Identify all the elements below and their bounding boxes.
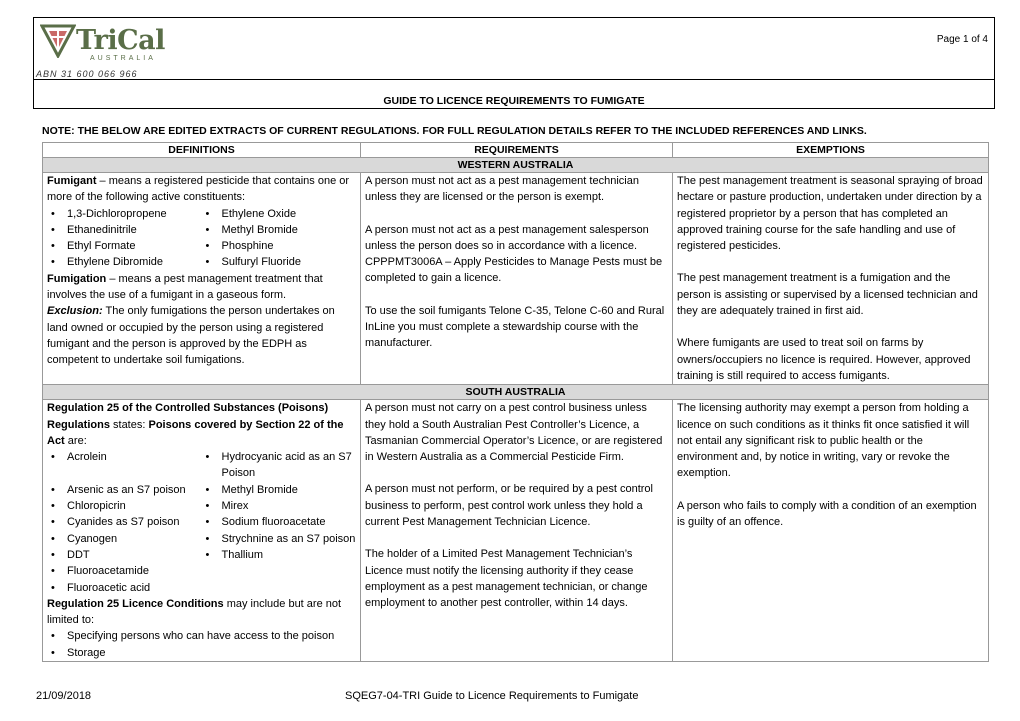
abn-number: ABN 31 600 066 966 <box>36 69 138 79</box>
list-spacer <box>202 563 357 579</box>
sa-requirement-3: The holder of a Limited Pest Management Technician’s Licence must notify the licensing authority if they cease employment as a pest management technician, or change employment to another pest controller, within 14 days. <box>365 548 648 610</box>
list-item: • Mirex <box>202 498 357 514</box>
list-item: • Cyanogen <box>47 531 202 547</box>
wa-requirement-2: A person must not act as a pest management salesperson unless the person does so in accordance with a licence. CPPPMT3006A – Apply Pesticides to Manage Pests must be completed to gain a licence. <box>365 223 663 285</box>
list-item: • Fluoroacetamide <box>47 563 202 579</box>
list-item: • Arsenic as an S7 poison <box>47 482 202 498</box>
sa-definitions-cell <box>43 400 361 662</box>
list-item: • 1,3-Dichloropropene <box>47 206 202 222</box>
footer-document-ref: SQEG7-04-TRI Guide to Licence Requirements to Fumigate <box>345 690 639 702</box>
list-item: • Chloropicrin <box>47 498 202 514</box>
list-item: • Ethylene Dibromide <box>47 254 202 270</box>
def-fumigation: – means a pest management treatment that involves the use of a fumigant in a gaseous form. <box>47 272 323 302</box>
table-row-sa <box>43 400 989 662</box>
list-item: • Methyl Bromide <box>202 482 357 498</box>
term-exclusion: Exclusion: <box>47 305 103 318</box>
list-item: • Specifying persons who can have access to the poison <box>47 628 356 644</box>
sa-exemptions-cell <box>673 400 989 662</box>
sa-exemption-1: The licensing authority may exempt a person from holding a licence on such conditions as it thinks fit once satisfied it will not entail any significant risk to public health or the environment and, by notice in writing, vary or revoke the exemption. <box>677 402 970 480</box>
trical-logo <box>40 22 165 62</box>
reg-25-title: Regulation 25 of the Controlled Substances (Poisons) Regulations <box>47 402 329 431</box>
column-header-requirements: REQUIREMENTS <box>361 143 673 158</box>
list-item: • Methyl Bromide <box>202 222 357 238</box>
wa-requirements-cell <box>361 173 673 385</box>
header-box <box>33 17 995 80</box>
list-item: • Ethyl Formate <box>47 238 202 254</box>
def-exclusion: The only fumigations the person undertakes on land owned or occupied by the person using a registered fumigant and the person is approved by the EDPH as competent to undertake soil fumigations. <box>47 305 335 367</box>
wa-exemptions-cell <box>673 173 989 385</box>
reg-25-states: states: <box>109 418 149 431</box>
list-item: • Sodium fluoroacetate <box>202 514 357 530</box>
sa-requirements-cell <box>361 400 673 662</box>
term-fumigation: Fumigation <box>47 272 107 285</box>
footer-date: 21/09/2018 <box>36 690 92 702</box>
licence-conditions-text: may include but are not limited to: <box>47 597 342 627</box>
wa-requirement-1: A person must not act as a pest management technician unless they are licensed or the person is exempt. <box>365 175 639 204</box>
section-heading-sa: SOUTH AUSTRALIA <box>43 385 989 400</box>
wa-exemption-1: The pest management treatment is seasonal spraying of broad hectare or pasture production, undertaken under direction by a registered proprietor by a person that has completed an approved training course for the safe handling and use of registered pesticides. <box>677 175 983 253</box>
logo-wordmark: TriCal <box>76 25 165 56</box>
logo-subtitle: AUSTRALIA <box>90 55 156 62</box>
sa-requirement-2: A person must not perform, or be required by a pest control business to perform, pest control work unless they hold a current Pest Management Technician Licence. <box>365 483 653 529</box>
list-item: • DDT <box>47 547 202 563</box>
def-fumigant: – means a registered pesticide that contains one or more of the following active constituents: <box>47 175 350 204</box>
section-row-south-australia <box>43 385 989 400</box>
sa-requirement-1: A person must not carry on a pest control business unless they hold a South Australian Pest Controller’s Licence, a Tasmanian Commercial Operator’s Licence, or are registered in Western Australia as a Commercial Pesticide Firm. <box>365 402 663 464</box>
wa-definitions-cell <box>43 173 361 385</box>
list-item: • Thallium <box>202 547 357 563</box>
list-item: • Acrolein <box>47 449 202 482</box>
wa-exemption-3: Where fumigants are used to treat soil on farms by owners/occupiers no licence is required. However, approved training is still required to access fumigants. <box>677 337 971 382</box>
list-item: • Cyanides as S7 poison <box>47 514 202 530</box>
list-item: • Fluoroacetic acid <box>47 580 202 596</box>
list-spacer <box>202 580 357 596</box>
licence-conditions-label: Regulation 25 Licence Conditions <box>47 597 224 610</box>
list-item: • Sulfuryl Fluoride <box>202 254 357 270</box>
section-row-western-australia <box>43 158 989 173</box>
reg-25-are: are: <box>64 434 87 447</box>
term-fumigant: Fumigant <box>47 175 97 187</box>
column-header-exemptions: EXEMPTIONS <box>673 143 989 158</box>
page-number: Page 1 of 4 <box>936 34 988 45</box>
list-item: • Strychnine as an S7 poison <box>202 531 357 547</box>
sa-exemption-2: A person who fails to comply with a condition of an exemption is guilty of an offence. <box>677 499 977 529</box>
list-item: • Phosphine <box>202 238 357 254</box>
wa-exemption-2: The pest management treatment is a fumigation and the person is assisting or supervised by a licensed technician and they are adequately trained in first aid. <box>677 272 978 318</box>
wa-requirement-3: To use the soil fumigants Telone C-35, Telone C-60 and Rural InLine you must complete a stewardship course with the manufacturer. <box>365 304 665 350</box>
poison-list <box>47 449 356 596</box>
document-title: GUIDE TO LICENCE REQUIREMENTS TO FUMIGATE <box>33 80 995 109</box>
table-header-row <box>43 143 989 158</box>
column-header-definitions: DEFINITIONS <box>43 143 361 158</box>
constituent-list <box>47 206 356 271</box>
licence-requirements-table <box>42 142 989 662</box>
poisons-covered-label: Poisons covered by Section 22 of the Act <box>47 418 344 447</box>
regulation-note: NOTE: THE BELOW ARE EDITED EXTRACTS OF CURRENT REGULATIONS. FOR FULL REGULATION DETAILS REFER TO THE INCLUDED REFERENCES AND LINKS. <box>42 125 867 137</box>
logo-emblem-icon <box>40 22 76 58</box>
list-item: • Ethylene Oxide <box>202 206 357 222</box>
list-item: • Hydrocyanic acid as an S7 Poison <box>202 449 357 482</box>
section-heading-wa: WESTERN AUSTRALIA <box>43 158 989 173</box>
table-row-wa <box>43 173 989 385</box>
list-item: • Ethanedinitrile <box>47 222 202 238</box>
list-item: • Storage <box>47 645 356 661</box>
